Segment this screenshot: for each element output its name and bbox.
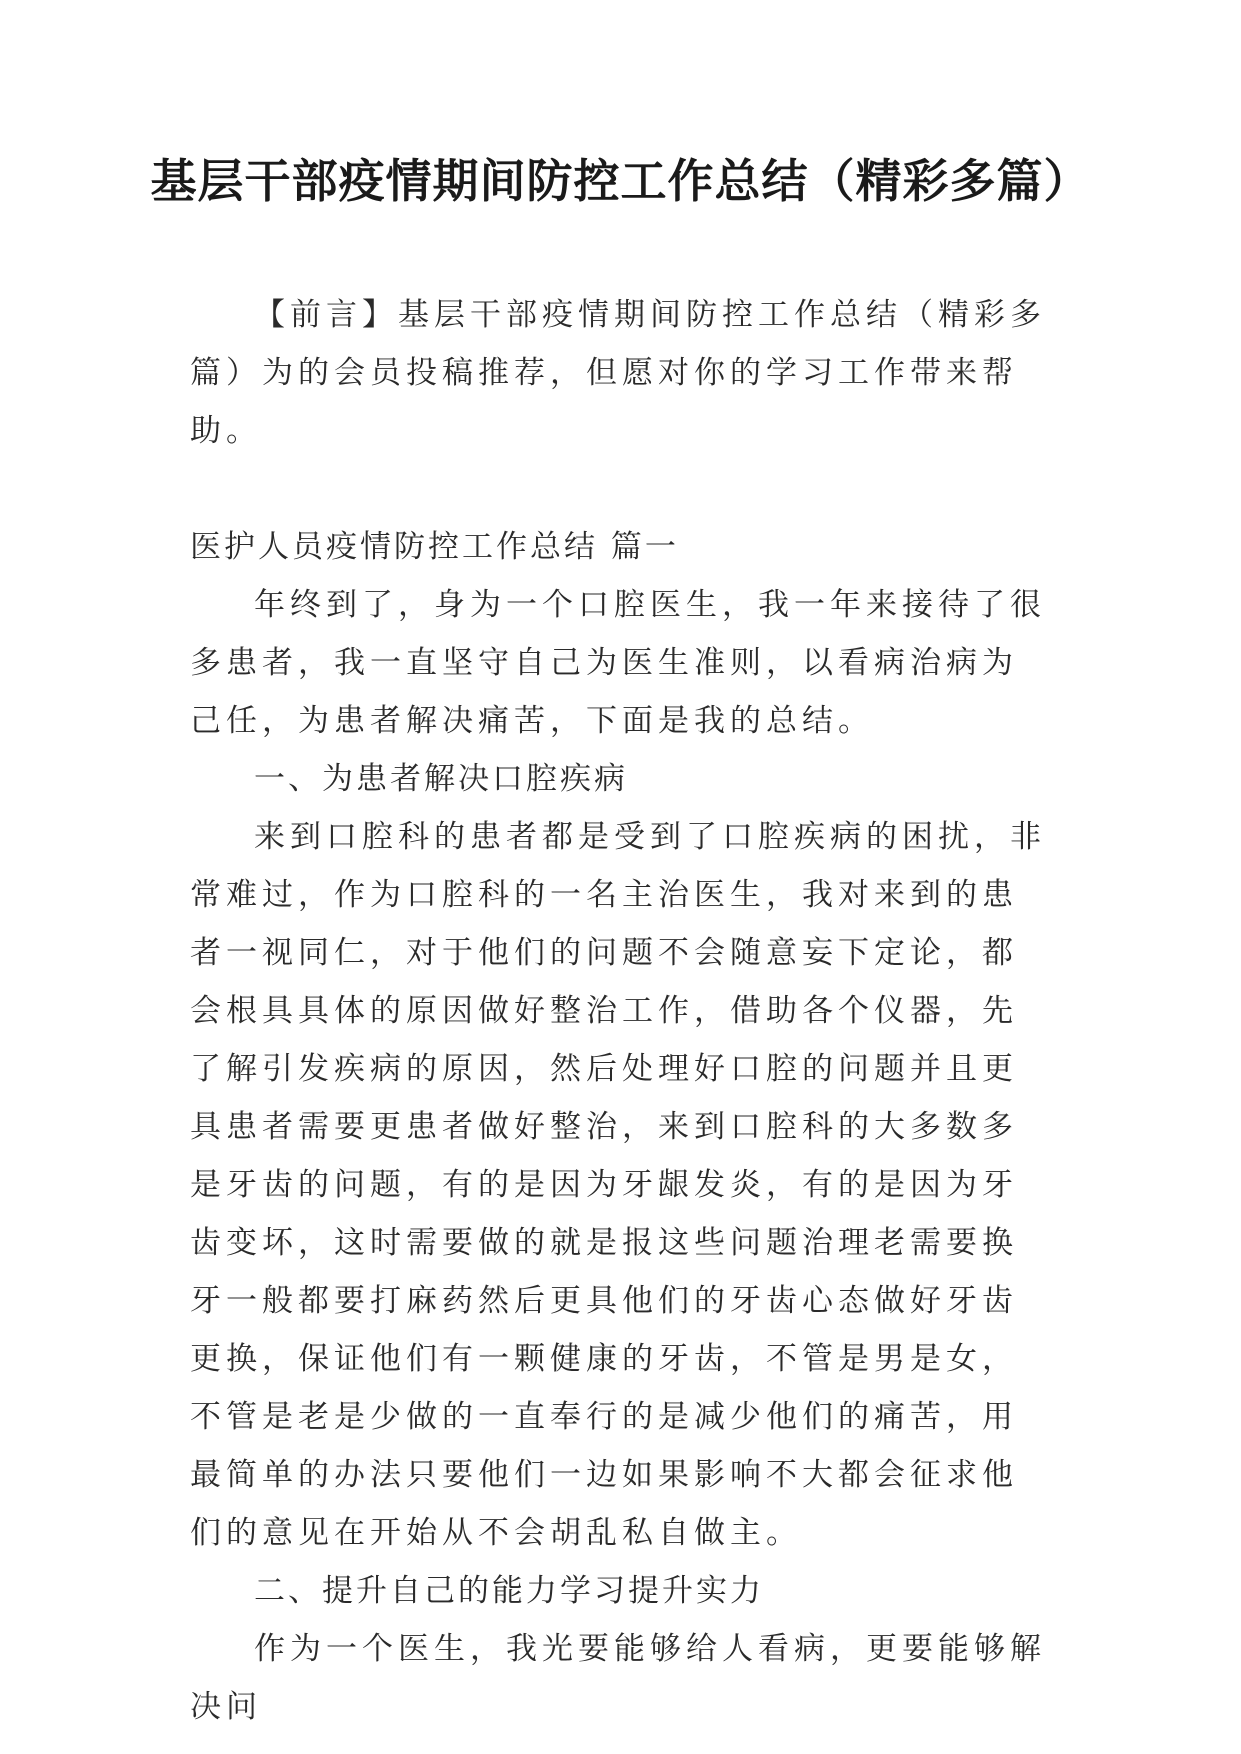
body-paragraph: 年终到了，身为一个口腔医生，我一年来接待了很多患者，我一直坚守自己为医生准则，以看病治病为己任，为患者解决痛苦，下面是我的总结。 — [190, 587, 1046, 739]
body-paragraph: 作为一个医生，我光要能够给人看病，更要能够解决问 — [190, 1631, 1046, 1725]
section-heading: 二、提升自己的能力学习提升实力 — [254, 1573, 764, 1609]
document-body — [190, 286, 1048, 1736]
body-paragraph: 来到口腔科的患者都是受到了口腔疾病的困扰，非常难过，作为口腔科的一名主治医生，我对来到的患者一视同仁，对于他们的问题不会随意妄下定论，都会根具具体的原因做好整治工作，借助各个仪器，先了解引发疾病的原因，然后处理好口腔的问题并且更具患者需要更患者做好整治，来到口腔科的大多数多是牙齿的问题，有的是因为牙龈发炎，有的是因为牙齿变坏，这时需要做的就是报这些问题治理老需要换牙一般都要打麻药然后更具他们的牙齿心态做好牙齿更换，保证他们有一颗健康的牙齿，不管是男是女，不管是老是少做的一直奉行的是减少他们的痛苦，用最简单的办法只要他们一边如果影响不大都会征求他们的意见在开始从不会胡乱私自做主。 — [190, 819, 1046, 1551]
document-title: 基层干部疫情期间防控工作总结（精彩多篇） — [150, 154, 1091, 208]
section-heading: 一、为患者解决口腔疾病 — [254, 761, 628, 797]
preface-paragraph: 【前言】基层干部疫情期间防控工作总结（精彩多篇）为的会员投稿推荐，但愿对你的学习工作带来帮助。 — [190, 297, 1046, 449]
article-heading: 医护人员疫情防控工作总结 篇一 — [190, 529, 679, 565]
